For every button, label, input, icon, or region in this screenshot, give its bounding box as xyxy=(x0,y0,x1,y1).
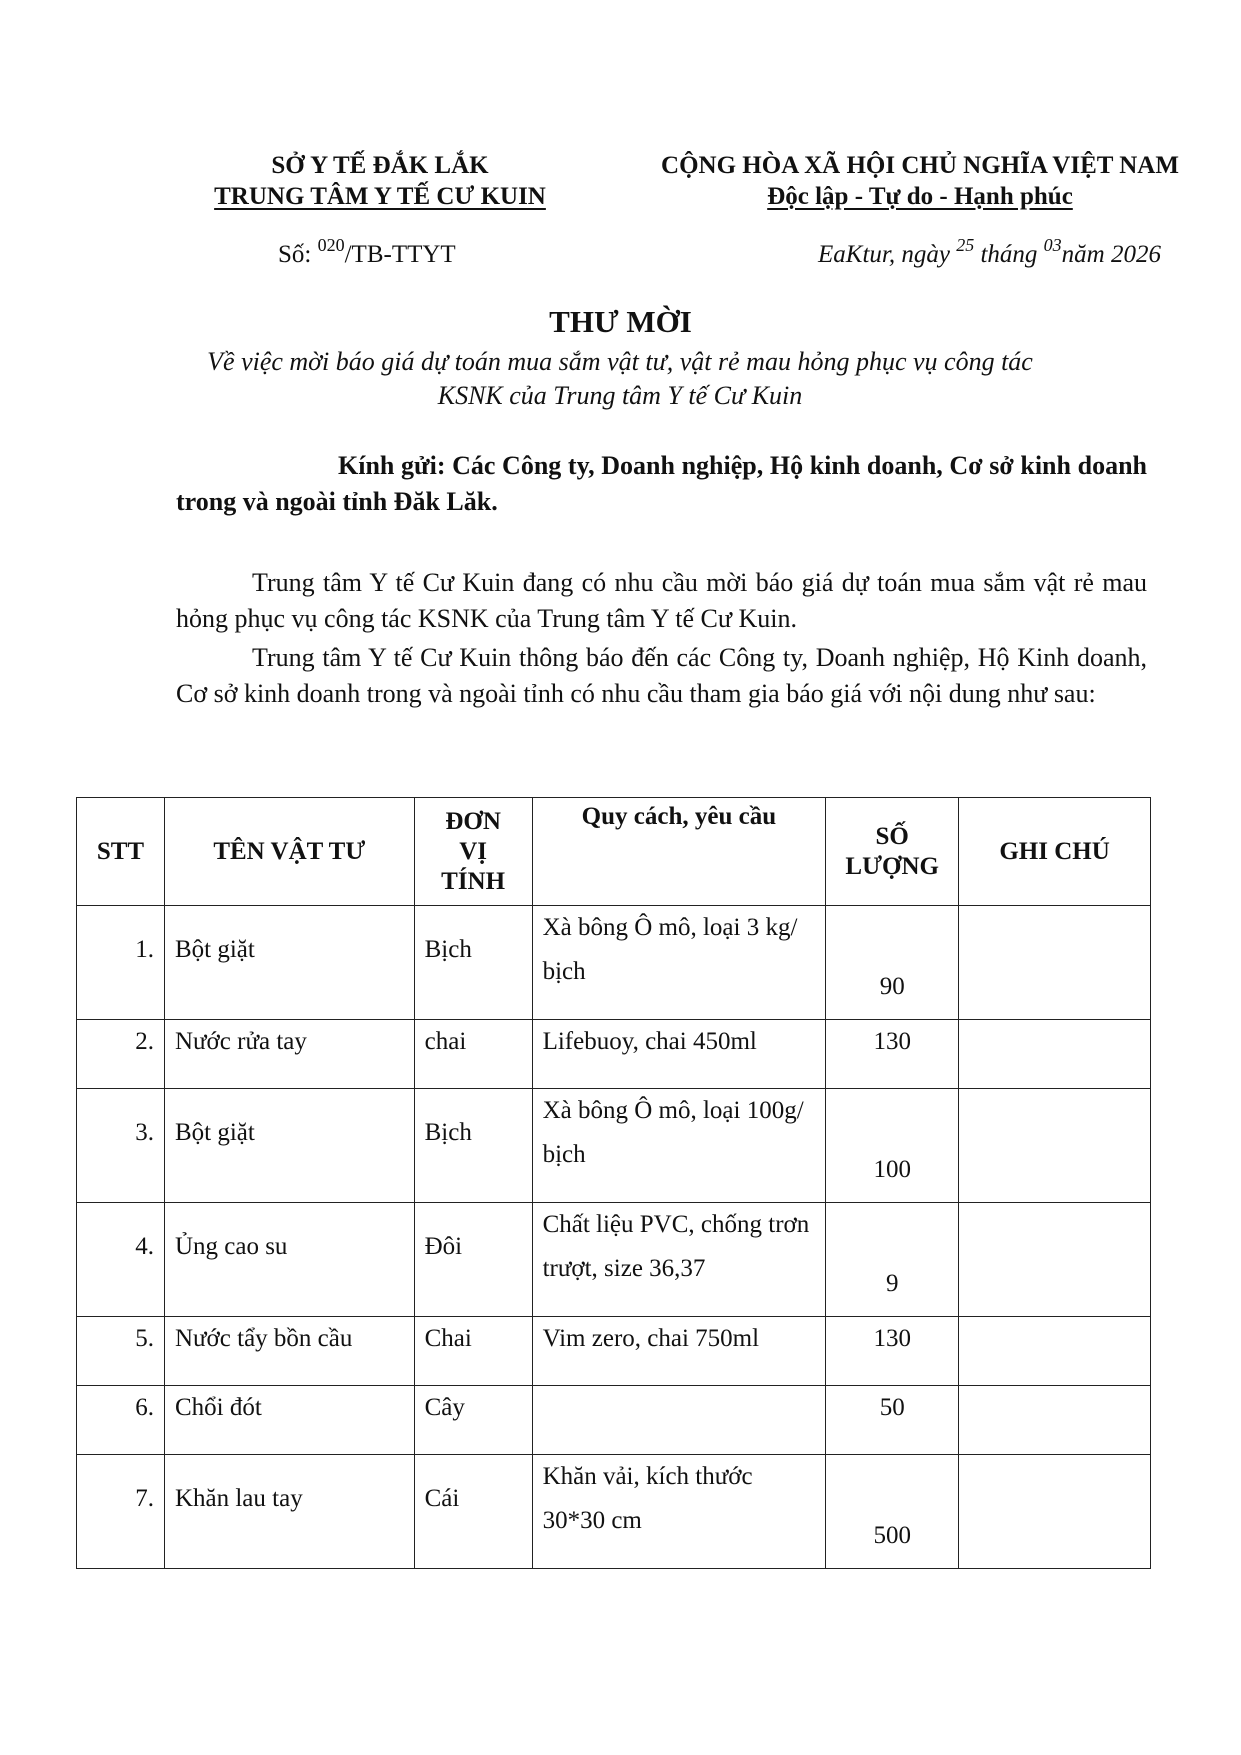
table-header-row xyxy=(77,798,1151,906)
table-row: 2. Nước rửa tay chai Lifebuoy, chai 450ml 130 xyxy=(77,1020,1151,1089)
document-title: THƯ MỜI xyxy=(549,304,692,339)
header-stt: STT xyxy=(77,798,165,906)
header-spec: Quy cách, yêu cầu xyxy=(532,798,826,906)
header-qty: SỐ LƯỢNG xyxy=(826,798,959,906)
header-name: TÊN VẬT TƯ xyxy=(164,798,414,906)
table-row: 7. Khăn lau tay Cái Khăn vải, kích thước 30*30 cm 500 xyxy=(77,1455,1151,1569)
national-motto: Độc lập - Tự do - Hạnh phúc xyxy=(767,183,1073,210)
document-number: Số: $^{020}$/TB-TTYT xyxy=(278,235,456,268)
date-day: 25 xyxy=(956,235,975,255)
table-row: 4. Ủng cao su Đôi Chất liệu PVC, chống trơn trượt, size 36,37 9 xyxy=(77,1203,1151,1317)
doc-number-value: 020 xyxy=(317,235,345,255)
table-row: 5. Nước tẩy bồn cầu Chai Vim zero, chai 750ml 130 xyxy=(77,1317,1151,1386)
header-note: GHI CHÚ xyxy=(959,798,1151,906)
recipients: Kính gửi: Các Công ty, Doanh nghiệp, Hộ kinh doanh, Cơ sở kinh doanh trong và ngoài tỉnh Đăk Lăk. xyxy=(176,451,1147,516)
items-table xyxy=(76,797,1151,1569)
table-row: 3. Bột giặt Bịch Xà bông Ô mô, loại 100g/ bịch 100 xyxy=(77,1089,1151,1203)
date-line: EaKtur, ngày $^{25}$ tháng $^{03}$năm 2026 xyxy=(818,235,1161,268)
national-name: CỘNG HÒA XÃ HỘI CHỦ NGHĨA VIỆT NAM xyxy=(661,152,1179,179)
national-header xyxy=(635,150,1205,212)
table-row: 1. Bột giặt Bịch Xà bông Ô mô, loại 3 kg/ bịch 90 xyxy=(77,906,1151,1020)
date-month: 03 xyxy=(1043,235,1062,255)
header-unit: ĐƠN VỊ TÍNH xyxy=(414,798,532,906)
document-subtitle: Về việc mời báo giá dự toán mua sắm vật tư, vật rẻ mau hỏng phục vụ công tác KSNK của Trung tâm Y tế Cư Kuin xyxy=(207,347,1033,410)
table-row: 6. Chổi đót Cây 50 xyxy=(77,1386,1151,1455)
paragraph-2: Trung tâm Y tế Cư Kuin thông báo đến các Công ty, Doanh nghiệp, Hộ Kinh doanh, Cơ sở kinh doanh trong và ngoài tỉnh có nhu cầu tham gia báo giá với nội dung như sau: xyxy=(176,643,1147,708)
paragraph-1: Trung tâm Y tế Cư Kuin đang có nhu cầu mời báo giá dự toán mua sắm vật rẻ mau hỏng phục vụ công tác KSNK của Trung tâm Y tế Cư Kuin. xyxy=(176,568,1147,633)
agency-header xyxy=(180,150,580,212)
issuing-agency: TRUNG TÂM Y TẾ CƯ KUIN xyxy=(214,183,546,210)
parent-agency: SỞ Y TẾ ĐẮK LẮK xyxy=(271,152,489,179)
